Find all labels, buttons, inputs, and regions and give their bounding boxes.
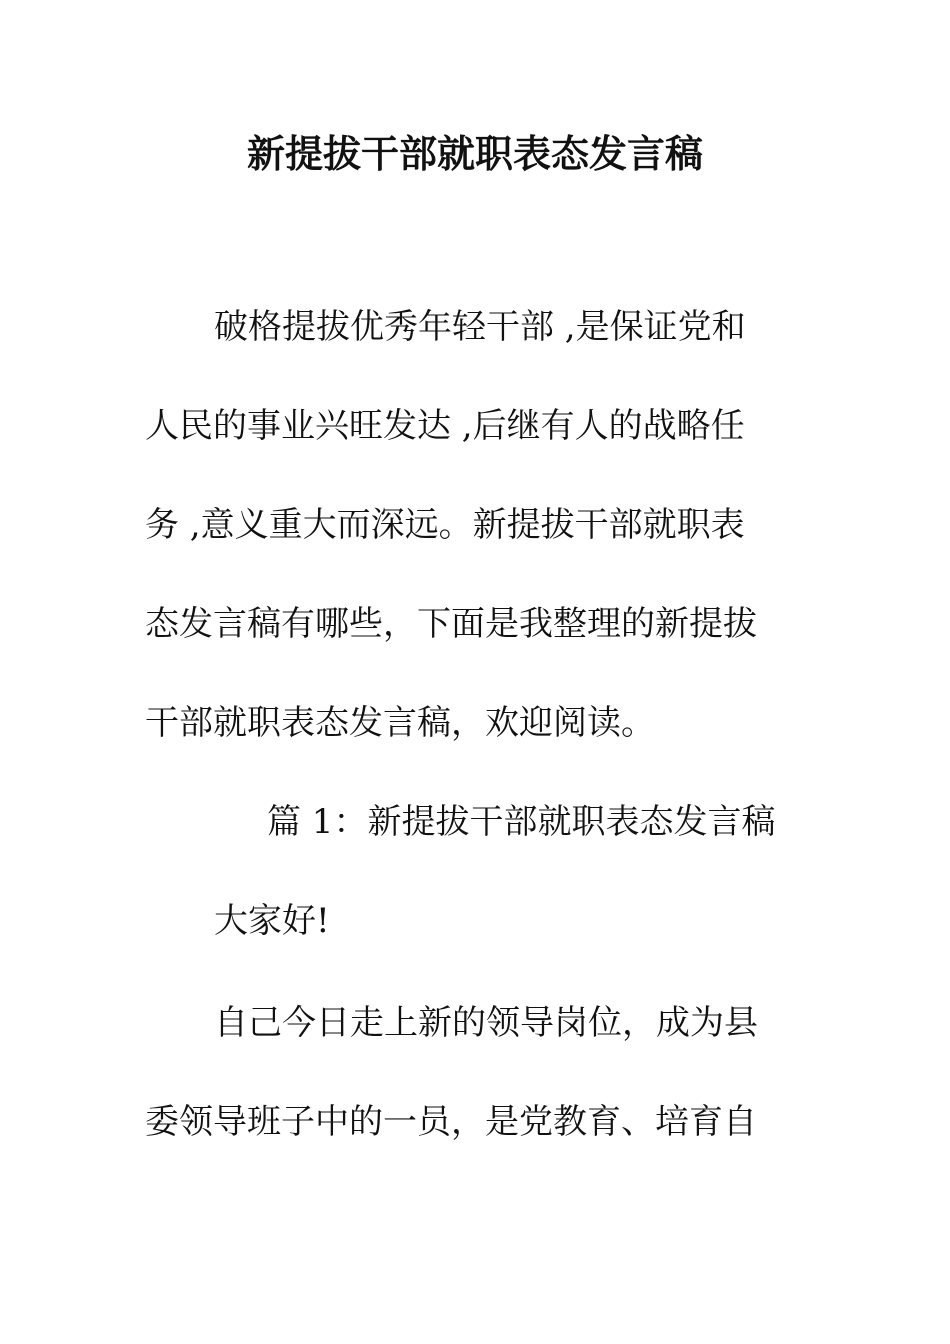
paragraph-line-7: 委领导班子中的一员，是党教育、培育自 — [145, 1102, 757, 1142]
paragraph-line-5: 干部就职表态发言稿，欢迎阅读。 — [145, 703, 655, 743]
paragraph-line-3: 务 ,意义重大而深远。新提拔干部就职表 — [145, 505, 745, 545]
paragraph-line-2: 人民的事业兴旺发达 ,后继有人的战略任 — [145, 406, 745, 446]
section-heading: 篇 1：新提拔干部就职表态发言稿 — [267, 802, 776, 842]
document-title: 新提拔干部就职表态发言稿 — [246, 131, 703, 176]
paragraph-line-4: 态发言稿有哪些，下面是我整理的新提拔 — [145, 604, 757, 644]
greeting-line: 大家好! — [214, 901, 330, 941]
paragraph-line-1: 破格提拔优秀年轻干部 ,是保证党和 — [214, 307, 746, 347]
paragraph-line-6: 自己今日走上新的领导岗位，成为县 — [214, 1003, 758, 1043]
